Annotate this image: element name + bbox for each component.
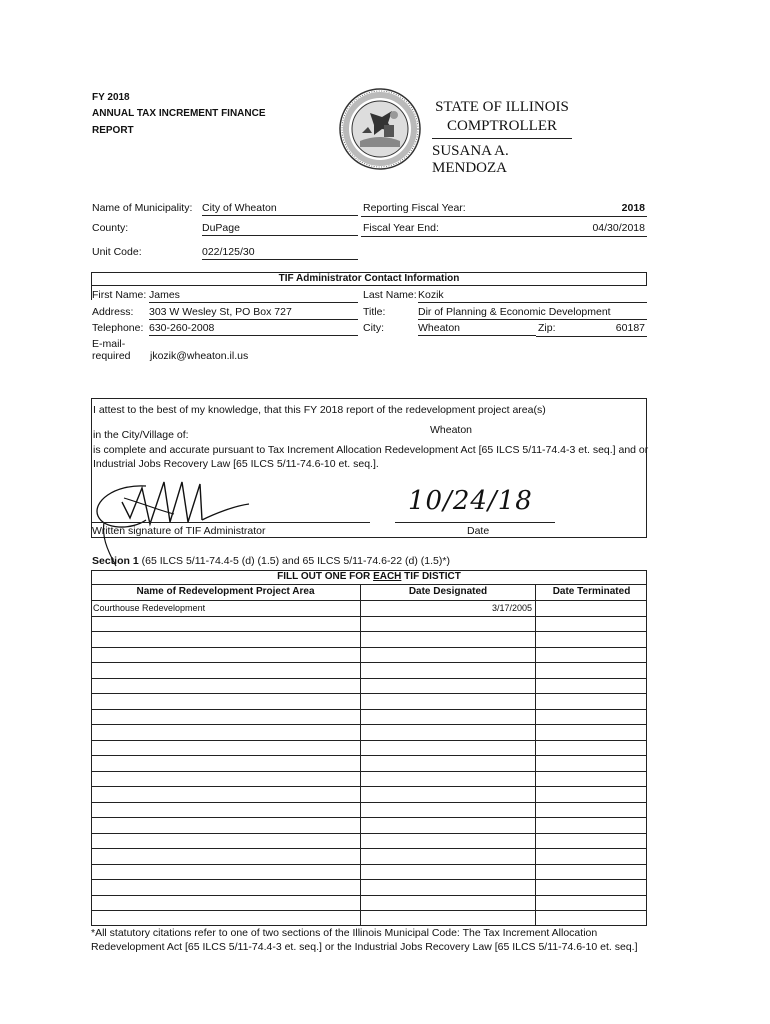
last-name-value: Kozik bbox=[418, 289, 647, 303]
fiscal-end-label: Fiscal Year End: bbox=[363, 222, 439, 234]
report-title: ANNUAL TAX INCREMENT FINANCE bbox=[92, 108, 266, 119]
email-value: jkozik@wheaton.il.us bbox=[150, 350, 249, 362]
zip-label: Zip: bbox=[538, 322, 556, 334]
address-label: Address: bbox=[92, 306, 134, 318]
fill-out-instruction: FILL OUT ONE FOR EACH TIF DISTICT bbox=[277, 571, 461, 582]
table-cell-date-designated: 3/17/2005 bbox=[491, 603, 532, 613]
county-value: DuPage bbox=[202, 222, 358, 236]
admin-heading-box bbox=[91, 272, 647, 286]
signature-label: Written signature of TIF Administrator bbox=[92, 525, 266, 537]
email-label-line2: required bbox=[92, 350, 131, 362]
attest-line1: I attest to the best of my knowledge, that this FY 2018 report of the redevelopment project area(s) bbox=[93, 404, 546, 416]
table-row bbox=[91, 631, 647, 632]
table-row bbox=[91, 709, 647, 710]
table-row bbox=[91, 678, 647, 679]
handwritten-date: 10/24/18 bbox=[408, 486, 533, 516]
attest-city-prefix: in the City/Village of: bbox=[93, 429, 189, 441]
table-row bbox=[91, 771, 647, 772]
fiscal-year-value: 2018 bbox=[621, 202, 645, 214]
table-row bbox=[91, 879, 647, 880]
city-label: City: bbox=[363, 322, 384, 334]
unit-code-label: Unit Code: bbox=[92, 246, 142, 258]
table-row bbox=[91, 802, 647, 803]
fy-label: FY 2018 bbox=[92, 92, 130, 103]
table-row bbox=[91, 910, 647, 911]
first-name-value: James bbox=[149, 289, 358, 303]
telephone-label: Telephone: bbox=[92, 322, 144, 334]
col-header-date-designated: Date Designated bbox=[408, 586, 488, 597]
state-name: STATE OF ILLINOIS bbox=[435, 99, 569, 115]
table-row bbox=[91, 895, 647, 896]
email-label-line1: E-mail- bbox=[92, 338, 126, 350]
title-value: Dir of Planning & Economic Development bbox=[418, 306, 647, 320]
section1-heading: Section 1 (65 ILCS 5/11-74.4-5 (d) (1.5) and 65 ILCS 5/11-74.6-22 (d) (1.5)*) bbox=[92, 555, 450, 567]
first-name-label: First Name: bbox=[92, 289, 147, 301]
attest-line3: is complete and accurate pursuant to Tax Increment Allocation Redevelopment Act [65 ILCS 5/11-74.4-3 et. seq.] and or bbox=[93, 444, 649, 456]
comptroller-name: SUSANA A. MENDOZA bbox=[432, 143, 509, 176]
date-label: Date bbox=[467, 525, 490, 537]
table-row bbox=[91, 693, 647, 694]
report-label: REPORT bbox=[92, 125, 134, 136]
col-header-date-terminated: Date Terminated bbox=[552, 586, 631, 597]
tif-district-table bbox=[91, 570, 647, 926]
table-row bbox=[91, 616, 647, 617]
comptroller-label: COMPTROLLER bbox=[446, 118, 557, 134]
municipality-label: Name of Municipality: bbox=[92, 202, 193, 214]
table-row bbox=[91, 786, 647, 787]
county-label: County: bbox=[92, 222, 129, 234]
table-row bbox=[91, 600, 647, 601]
city-value: Wheaton bbox=[418, 322, 536, 336]
table-row bbox=[91, 662, 647, 663]
telephone-value: 630-260-2008 bbox=[149, 322, 358, 336]
municipality-value: City of Wheaton bbox=[202, 202, 358, 216]
table-row bbox=[91, 848, 647, 849]
table-row bbox=[91, 724, 647, 725]
table-row bbox=[91, 817, 647, 818]
title-label: Title: bbox=[363, 306, 386, 318]
address-value: 303 W Wesley St, PO Box 727 bbox=[149, 306, 358, 320]
admin-heading: TIF Administrator Contact Information bbox=[278, 273, 460, 284]
table-row bbox=[91, 755, 647, 756]
footnote-line1: *All statutory citations refer to one of two sections of the Illinois Municipal Code: The Tax Increment Allocation bbox=[91, 927, 598, 939]
fiscal-year-label: Reporting Fiscal Year: bbox=[363, 202, 466, 214]
state-seal-icon bbox=[338, 87, 422, 171]
table-row bbox=[91, 864, 647, 865]
zip-value: 60187 bbox=[615, 322, 645, 334]
table-row bbox=[91, 833, 647, 834]
table-row bbox=[91, 647, 647, 648]
fiscal-end-value: 04/30/2018 bbox=[592, 222, 645, 234]
col-header-area-name: Name of Redevelopment Project Area bbox=[136, 586, 315, 597]
table-row bbox=[91, 740, 647, 741]
last-name-label: Last Name: bbox=[363, 289, 417, 301]
attest-city-value: Wheaton bbox=[430, 424, 473, 436]
unit-code-value: 022/125/30 bbox=[202, 246, 358, 260]
table-cell-area-name: Courthouse Redevelopment bbox=[93, 603, 206, 613]
attest-line4: Industrial Jobs Recovery Law [65 ILCS 5/11-74.6-10 et. seq.]. bbox=[93, 458, 379, 470]
footnote-line2: Redevelopment Act [65 ILCS 5/11-74.4-3 et. seq.] or the Industrial Jobs Recovery Law [65 ILCS 5/11-74.6-10 et. seq.] bbox=[91, 941, 638, 953]
